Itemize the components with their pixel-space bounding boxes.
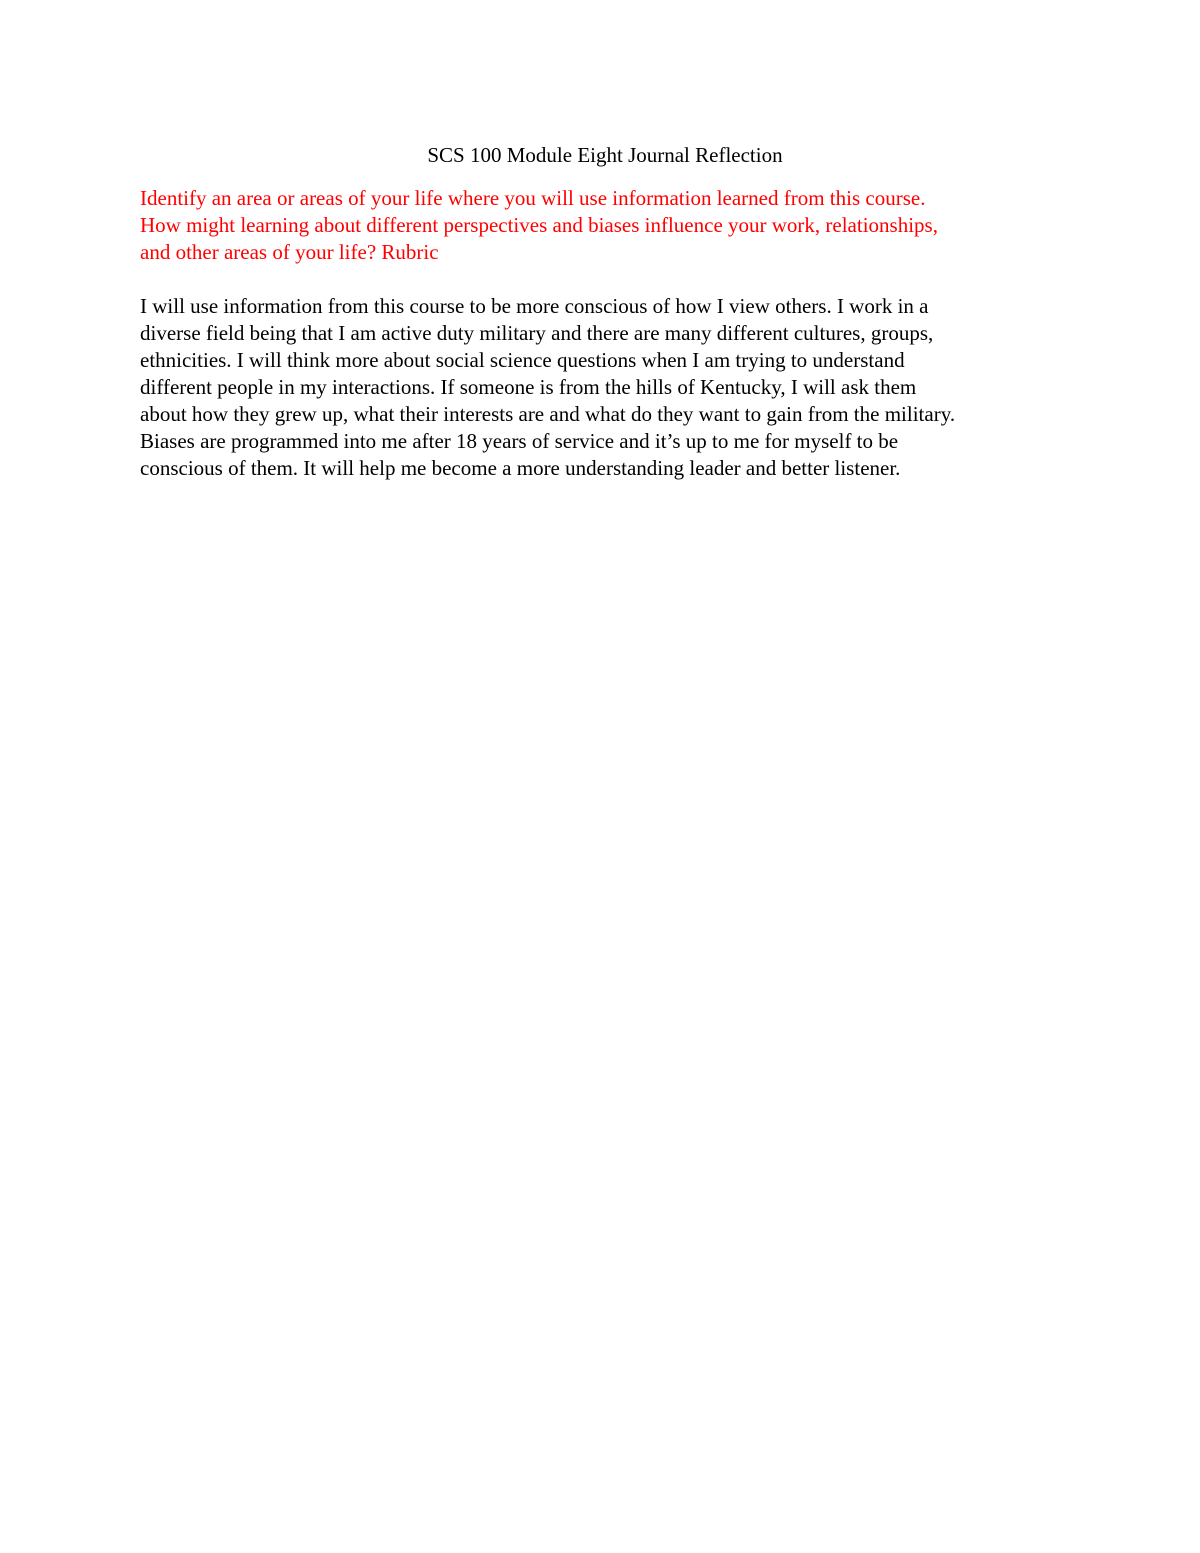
prompt-line: and other areas of your life? Rubric — [140, 240, 439, 264]
prompt-line: Identify an area or areas of your life where you will use information learned from this course. — [140, 186, 926, 210]
journal-prompt — [140, 185, 1070, 266]
document-title: SCS 100 Module Eight Journal Reflection — [427, 143, 783, 167]
response-line: ethnicities. I will think more about social science questions when I am trying to understand — [140, 348, 905, 372]
response-line: I will use information from this course to be more conscious of how I view others. I work in a — [140, 294, 929, 318]
response-line: about how they grew up, what their interests are and what do they want to gain from the military. — [140, 402, 956, 426]
response-line: different people in my interactions. If someone is from the hills of Kentucky, I will ask them — [140, 375, 917, 399]
response-line: conscious of them. It will help me become a more understanding leader and better listener. — [140, 456, 901, 480]
prompt-line: How might learning about different perspectives and biases influence your work, relationships, — [140, 213, 938, 237]
journal-response — [140, 293, 1070, 482]
document-content — [140, 142, 1070, 482]
response-line: diverse field being that I am active duty military and there are many different cultures, groups, — [140, 321, 934, 345]
response-line: Biases are programmed into me after 18 years of service and it’s up to me for myself to be — [140, 429, 899, 453]
